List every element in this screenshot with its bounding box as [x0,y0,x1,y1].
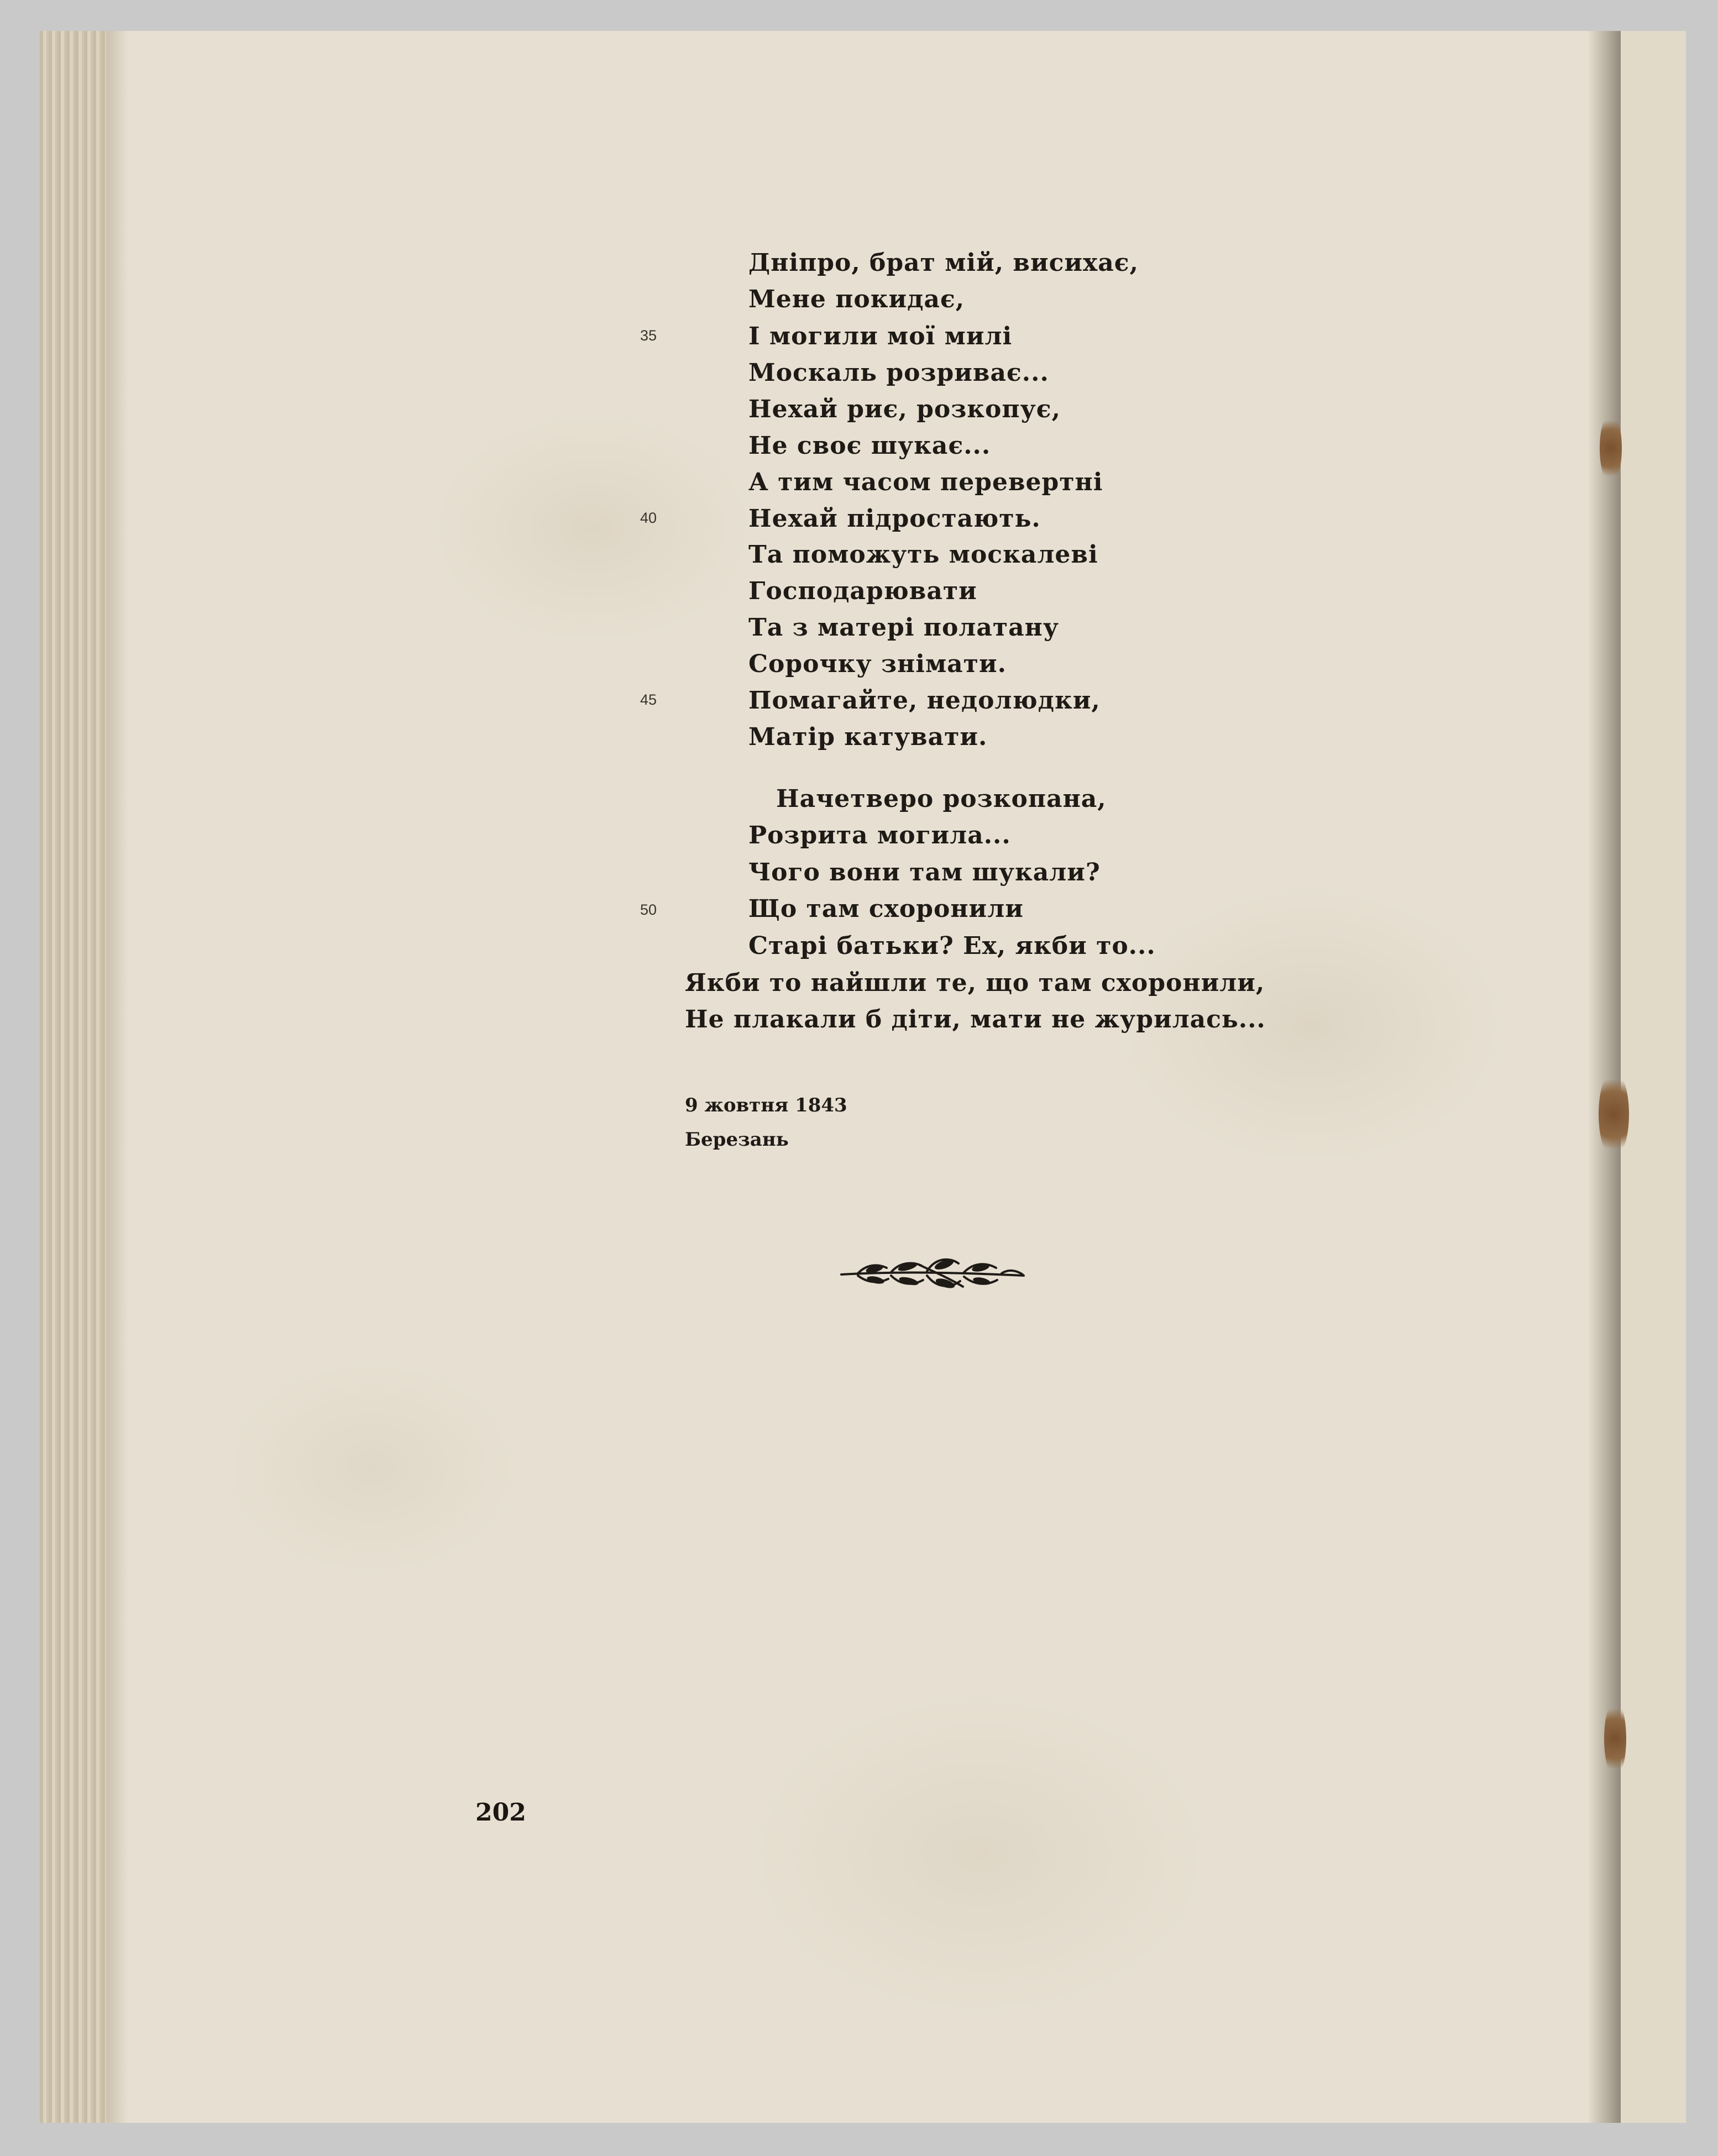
page-number: 202 [475,1798,526,1827]
poem-line: Та з матері полатану [748,613,1059,642]
scanned-page [40,31,1686,2123]
poem-line: Розрита могила... [748,821,1011,849]
poem-line: Помагайте, недолюдки, [748,686,1101,715]
poem-line: Начетверо розкопана, [776,785,1107,813]
poem-place: Березань [685,1129,789,1151]
poem-line: І могили мої милі [748,322,1013,350]
poem-line: Та поможуть москалеві [748,541,1098,569]
line-number: 35 [640,327,657,344]
poem-line: Що там схоронили [748,895,1024,923]
poem-line: Господарювати [748,577,977,605]
line-number: 40 [640,510,657,526]
poem-line: Не своє шукає... [748,432,991,460]
poem-date: 9 жовтня 1843 [685,1094,847,1116]
poem-line: Чого вони там шукали? [748,858,1101,886]
poem-line: Нехай риє, розкопує, [748,395,1061,423]
poem-line: Матір катувати. [748,723,988,751]
poem-line: Не плакали б діти, мати не журилась... [685,1005,1266,1034]
poem-line: Сорочку знімати. [748,650,1007,678]
poem-line: Москаль розриває... [748,359,1049,387]
line-number: 45 [640,691,657,708]
line-number: 50 [640,901,657,918]
laurel-branch-icon [836,1248,1029,1298]
poem [40,31,1686,2123]
poem-line: А тим часом перевертні [748,468,1103,496]
poem-line: Дніпро, брат мій, висихає, [748,249,1139,277]
poem-line: Якби то найшли те, що там схоронили, [685,969,1265,997]
poem-line: Старі батьки? Ех, якби то... [748,932,1156,960]
poem-line: Мене покидає, [748,285,965,313]
poem-line: Нехай підростають. [748,505,1041,533]
